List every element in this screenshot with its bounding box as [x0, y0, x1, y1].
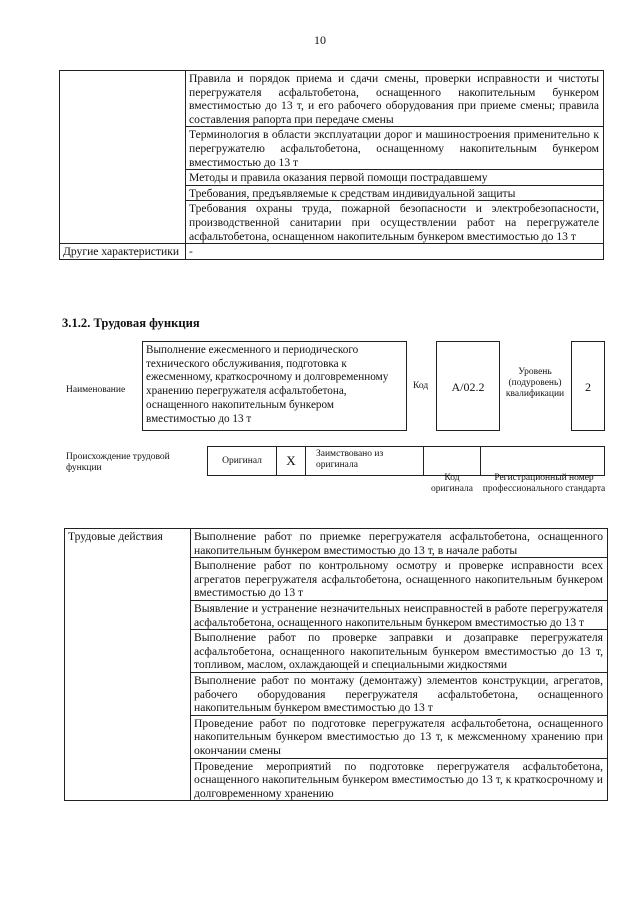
table-cell: Требования охраны труда, пожарной безопасности и электробезопасности, производственной санитарии при осуществлении работ на перегружателе асфальтобетона, оснащенном накопительным бункером вместимостью до 13 т: [186, 201, 604, 244]
table-cell: Методы и правила оказания первой помощи пострадавшему: [186, 170, 604, 186]
table-row-label: Трудовые действия: [65, 529, 191, 801]
work-actions-table: [64, 528, 608, 801]
origin-label: Происхождение трудовой функции: [66, 452, 170, 473]
function-level-box: 2: [571, 341, 605, 431]
table-cell: -: [186, 244, 604, 260]
original-label-box: Оригинал: [207, 446, 277, 476]
page-number: 10: [314, 33, 326, 47]
table-cell: Выполнение работ по приемке перегружателя асфальтобетона, оснащенного накопительным бункером вместимостью до 13 т, в начале работы: [191, 529, 608, 558]
code-original-label: Код оригинала: [431, 473, 473, 494]
function-code-box: A/02.2: [436, 341, 500, 431]
table-cell: Правила и порядок приема и сдачи смены, проверки исправности и чистоты перегружателя асфальтобетона, оснащенного накопительным бункером вместимостью до 13 т, и его рабочего оборудования при приеме смены; правила составления рапорта при передаче смены: [186, 71, 604, 127]
original-mark-box: X: [276, 446, 306, 476]
name-label: Наименование: [66, 385, 126, 395]
table-cell: Выявление и устранение незначительных неисправностей в работе перегружателя асфальтобетона, оснащенного накопительным бункером вместимостью до 13 т: [191, 600, 608, 629]
level-label: Уровень (подуровень) квалификации: [505, 367, 565, 399]
code-label: Код: [413, 381, 429, 391]
code-original-box: [423, 446, 481, 476]
section-heading: 3.1.2. Трудовая функция: [62, 316, 200, 330]
borrowed-label-box: Заимствовано из оригинала: [305, 446, 424, 476]
reg-number-box: [480, 446, 605, 476]
table-cell: Выполнение работ по проверке заправки и дозаправке перегружателя асфальтобетона, оснащенного накопительным бункером вместимостью до 13 т, топливом, маслом, охлаждающей и специальными жидкостями: [191, 630, 608, 673]
table-row-label: Другие характеристики: [60, 244, 186, 260]
reg-number-label: Регистрационный номер профессионального стандарта: [482, 473, 606, 494]
table-cell: Требования, предъявляемые к средствам индивидуальной защиты: [186, 185, 604, 201]
knowledge-table: [59, 70, 604, 260]
table-cell: Выполнение работ по монтажу (демонтажу) элементов конструкции, агрегатов, рабочего оборудования перегружателя асфальтобетона, оснащенного накопительным бункером вместимостью до 13 т: [191, 672, 608, 715]
table-cell: Проведение мероприятий по подготовке перегружателя асфальтобетона, оснащенного накопительным бункером вместимостью до 13 т, к краткосрочному и долговременному хранению: [191, 758, 608, 801]
table-row-label: [60, 71, 186, 244]
table-cell: Выполнение работ по контрольному осмотру и проверке исправности всех агрегатов перегружателя асфальтобетона, оснащенного накопительным бункером вместимостью до 13 т: [191, 558, 608, 601]
table-cell: Проведение работ по подготовке перегружателя асфальтобетона, оснащенного накопительным бункером вместимостью до 13 т, к межсменному хранению при окончании смены: [191, 715, 608, 758]
table-cell: Терминология в области эксплуатации дорог и машиностроения применительно к перегружателю асфальтобетона, оснащенному накопительным бункером вместимостью до 13 т: [186, 127, 604, 170]
function-name-box: Выполнение ежесменного и периодического технического обслуживания, подготовка к ежесменному, краткосрочному и долговременному хранению перегружателя асфальтобетона, оснащенного накопительным бункером вместимостью до 13 т: [142, 341, 407, 431]
